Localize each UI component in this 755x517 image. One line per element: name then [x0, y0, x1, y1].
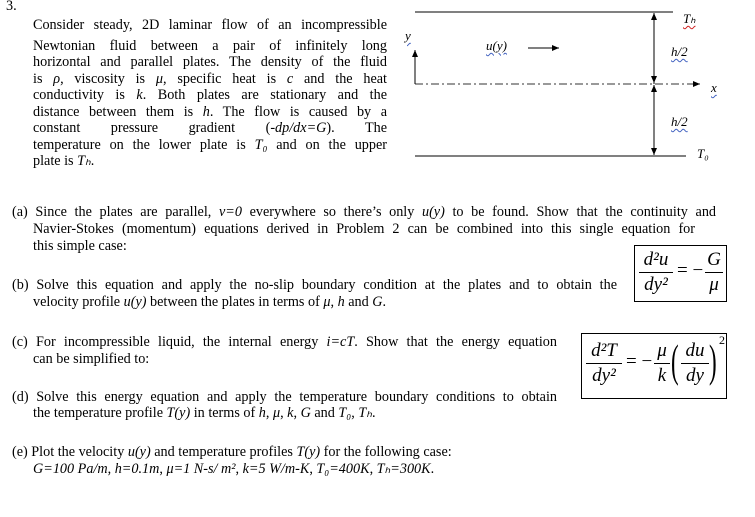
- half-height-bottom-label: h/2: [671, 114, 688, 129]
- eq1-rhs-numerator: G: [707, 249, 721, 270]
- x-axis-label: x: [711, 80, 717, 95]
- eq1-lhs-denominator: dy²: [644, 274, 668, 295]
- velocity-label: u(y): [486, 38, 507, 53]
- intro-line: is ρ, viscosity is μ, specific heat is c and the heat: [33, 71, 387, 87]
- intro-line: Consider steady, 2D laminar flow of an incompressible: [33, 17, 387, 33]
- part-a-line: (a) Since the plates are parallel, v=0 everywhere so there’s only u(y) to be found. Show that the continuity and: [12, 204, 717, 220]
- part-a-line: Navier-Stokes (momentum) equations derived in Problem 2 can be combined into this single equation for: [33, 221, 695, 237]
- eq2-equals: = −: [626, 351, 653, 372]
- part-c-line: can be simplified to:: [33, 351, 150, 367]
- energy-equation-box: d²T dy² = − μ k ( du dy ) 2: [581, 333, 727, 399]
- eq2-rhs-numerator: μ: [657, 340, 667, 361]
- problem-number: 3.: [6, 0, 17, 14]
- eq2-lhs-denominator: dy²: [592, 365, 616, 386]
- y-axis-label: y: [405, 28, 411, 43]
- top-temperature-label: Tₕ: [683, 11, 696, 26]
- part-d-line: the temperature profile T(y) in terms of h, μ, k, G and T₀, Tₕ.: [33, 405, 376, 421]
- intro-line: Newtonian fluid between a pair of infinitely long: [33, 38, 387, 54]
- half-height-top-label: h/2: [671, 44, 688, 59]
- part-e-line: G=100 Pa/m, h=0.1m, μ=1 N-s/ m², k=5 W/m-K, T₀=400K, Tₕ=300K.: [33, 461, 435, 477]
- part-b-line: velocity profile u(y) between the plates in terms of μ, h and G.: [33, 294, 387, 310]
- eq2-exponent: 2: [719, 333, 725, 347]
- eq1-equals: = −: [677, 260, 704, 281]
- intro-line: conductivity is k. Both plates are stationary and the: [33, 87, 387, 103]
- intro-line: horizontal and parallel plates. The density of the fluid: [33, 54, 387, 70]
- channel-flow-diagram: [0, 0, 755, 180]
- eq1-rhs-denominator: μ: [709, 274, 719, 295]
- part-a-line: this simple case:: [33, 238, 127, 254]
- eq2-paren-denominator: dy: [686, 365, 704, 386]
- part-d-line: (d) Solve this energy equation and apply the temperature boundary conditions to obtain: [12, 389, 557, 405]
- eq2-rhs-denominator: k: [657, 365, 667, 386]
- part-e-line: (e) Plot the velocity u(y) and temperature profiles T(y) for the following case:: [12, 444, 452, 460]
- intro-line: temperature on the lower plate is T₀ and on the upper: [33, 137, 387, 153]
- eq2-lhs-numerator: d²T: [591, 340, 617, 361]
- bottom-temperature-label: T₀: [697, 146, 709, 161]
- part-c-line: (c) For incompressible liquid, the internal energy i=cT. Show that the energy equation: [12, 334, 557, 350]
- eq2-paren-numerator: du: [685, 340, 705, 361]
- part-b-line: (b) Solve this equation and apply the no-slip boundary condition at the plates and to obtain the: [12, 277, 617, 293]
- intro-line: constant pressure gradient (-dp/dx=G). The: [33, 120, 387, 136]
- intro-line: plate is Tₕ.: [33, 153, 95, 169]
- momentum-equation-box: [634, 245, 727, 302]
- eq1-lhs-numerator: d²u: [643, 249, 669, 270]
- intro-line: distance between them is h. The flow is caused by a: [33, 104, 387, 120]
